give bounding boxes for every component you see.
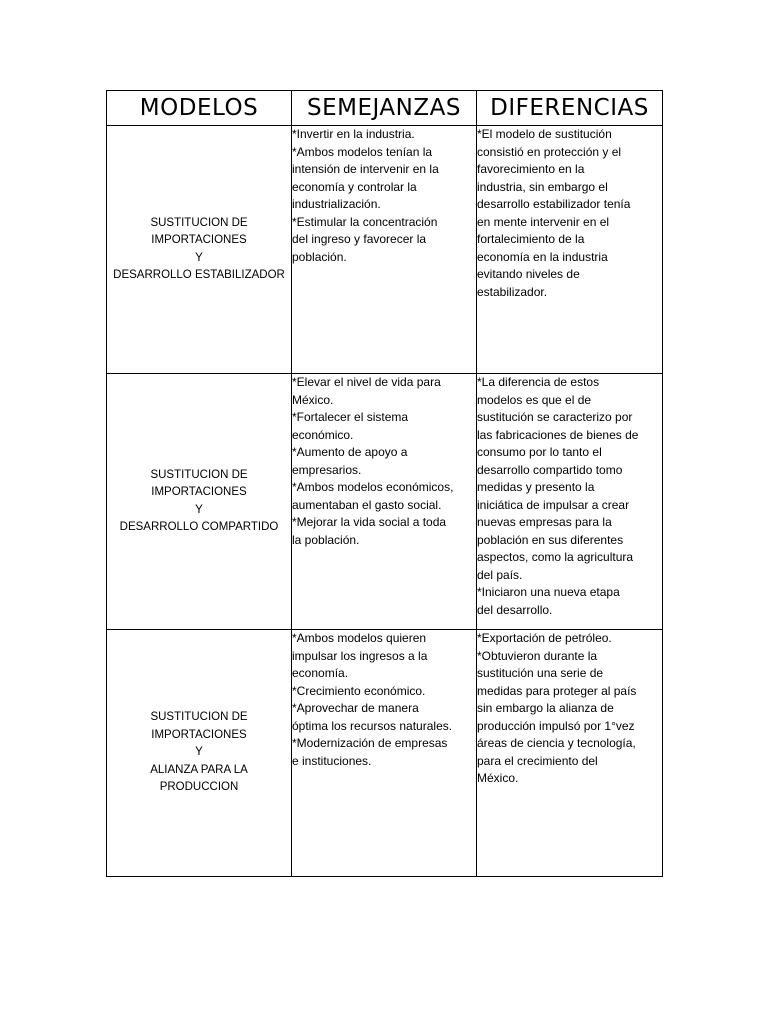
table-row [107,126,663,374]
comparison-table [106,90,663,877]
diferencias-cell [477,126,663,374]
diferencias-line: población en sus diferentes [477,532,624,547]
diferencias-line: *Obtuvieron durante la [477,648,598,663]
diferencias-line: economía en la industria [477,249,608,264]
semejanzas-line: *Ambos modelos económicos, [292,480,454,494]
semejanzas-line: *Aumento de apoyo a [292,445,408,459]
model-line: PRODUCCION [159,781,239,794]
header-diferencias: DIFERENCIAS [477,91,663,126]
semejanzas-line: aumentaban el gasto social. [292,497,442,512]
diferencias-line: *Iniciaron una nueva etapa [477,585,620,599]
semejanzas-line: del ingreso y favorecer la [292,232,427,246]
model-line: SUSTITUCION DE [150,711,248,724]
model-cell [107,126,292,374]
diferencias-line: sustitución se caracterizo por [477,410,633,424]
diferencias-line: *El modelo de sustitución [477,127,612,141]
diferencias-line: del desarrollo. [477,602,553,617]
model-cell [107,374,292,630]
diferencias-line: evitando niveles de [477,267,580,281]
semejanzas-cell [292,126,477,374]
semejanzas-cell [292,374,477,630]
semejanzas-line: *Modernización de empresas [292,736,448,750]
semejanzas-line: *Crecimiento económico. [292,683,426,698]
model-line: DESARROLLO ESTABILIZADOR [113,269,285,281]
diferencias-line: industria, sin embargo el [477,179,608,194]
semejanzas-line: empresarios. [292,462,362,477]
diferencias-line: México. [477,771,519,785]
diferencias-line: *La diferencia de estos [477,375,600,389]
model-line: IMPORTACIONES [151,728,247,741]
semejanzas-line: *Mejorar la vida social a toda [292,515,447,529]
semejanzas-line: la población. [292,532,360,547]
semejanzas-line: *Fortalecer el sistema [292,410,409,424]
model-line: SUSTITUCION DE [150,216,248,229]
table-row [107,630,663,877]
model-line: Y [195,503,203,516]
table-row [107,374,663,630]
semejanzas-line: *Invertir en la industria. [292,127,415,141]
semejanzas-line: México. [292,392,334,407]
diferencias-line: producción impulsó por 1°vez [477,718,635,733]
model-line: Y [195,251,203,264]
header-modelos: MODELOS [107,91,292,126]
diferencias-line: fortalecimiento de la [477,232,585,246]
diferencias-line: las fabricaciones de bienes de [477,427,639,442]
diferencias-line: desarrollo estabilizador tenía [477,197,631,211]
model-line: ALIANZA PARA LA [150,763,248,776]
model-line: IMPORTACIONES [151,234,247,246]
diferencias-line: favorecimiento en la [477,162,585,176]
diferencias-cell [477,374,663,630]
semejanzas-cell [292,630,477,877]
model-line: DESARROLLO COMPARTIDO [119,521,279,533]
diferencias-line: consistió en protección y el [477,144,622,159]
diferencias-line: en mente intervenir en el [477,214,610,229]
diferencias-line: medidas y presento la [477,480,595,494]
semejanzas-line: *Estimular la concentración [292,214,438,229]
model-line: Y [195,746,203,759]
model-cell [107,630,292,877]
model-line: SUSTITUCION DE [150,468,248,481]
diferencias-line: sin embargo la alianza de [477,701,614,715]
diferencias-line: aspectos, como la agricultura [477,550,634,564]
semejanzas-line: economía. [292,666,349,680]
header-row [107,91,663,126]
header-semejanzas: SEMEJANZAS [292,91,477,126]
semejanzas-line: e instituciones. [292,753,372,768]
semejanzas-line: población. [292,249,347,264]
semejanzas-line: económico. [292,427,354,442]
semejanzas-line: impulsar los ingresos a la [292,648,428,663]
diferencias-line: *Exportación de petróleo. [477,631,612,645]
semejanzas-line: *Ambos modelos quieren [292,631,427,645]
semejanzas-line: *Aprovechar de manera [292,701,419,715]
diferencias-line: desarrollo compartido tomo [477,462,623,477]
diferencias-line: para el crecimiento del [477,753,598,768]
semejanzas-line: óptima los recursos naturales. [292,718,453,733]
semejanzas-line: *Elevar el nivel de vida para [292,375,441,389]
diferencias-line: del país. [477,567,523,582]
semejanzas-line: *Ambos modelos tenían la [292,144,433,159]
diferencias-line: nuevas empresas para la [477,515,612,529]
diferencias-line: medidas para proteger al país [477,683,637,698]
semejanzas-line: economía y controlar la [292,179,417,194]
diferencias-line: modelos es que el de [477,392,592,407]
semejanzas-line: intensión de intervenir en la [292,162,439,176]
semejanzas-line: industrialización. [292,197,381,211]
diferencias-line: consumo por lo tanto el [477,445,602,459]
diferencias-line: iniciática de impulsar a crear [477,497,630,512]
model-line: IMPORTACIONES [151,486,247,498]
diferencias-cell [477,630,663,877]
diferencias-line: estabilizador. [477,284,548,299]
diferencias-line: sustitución una serie de [477,666,604,680]
diferencias-line: áreas de ciencia y tecnología, [477,736,636,750]
